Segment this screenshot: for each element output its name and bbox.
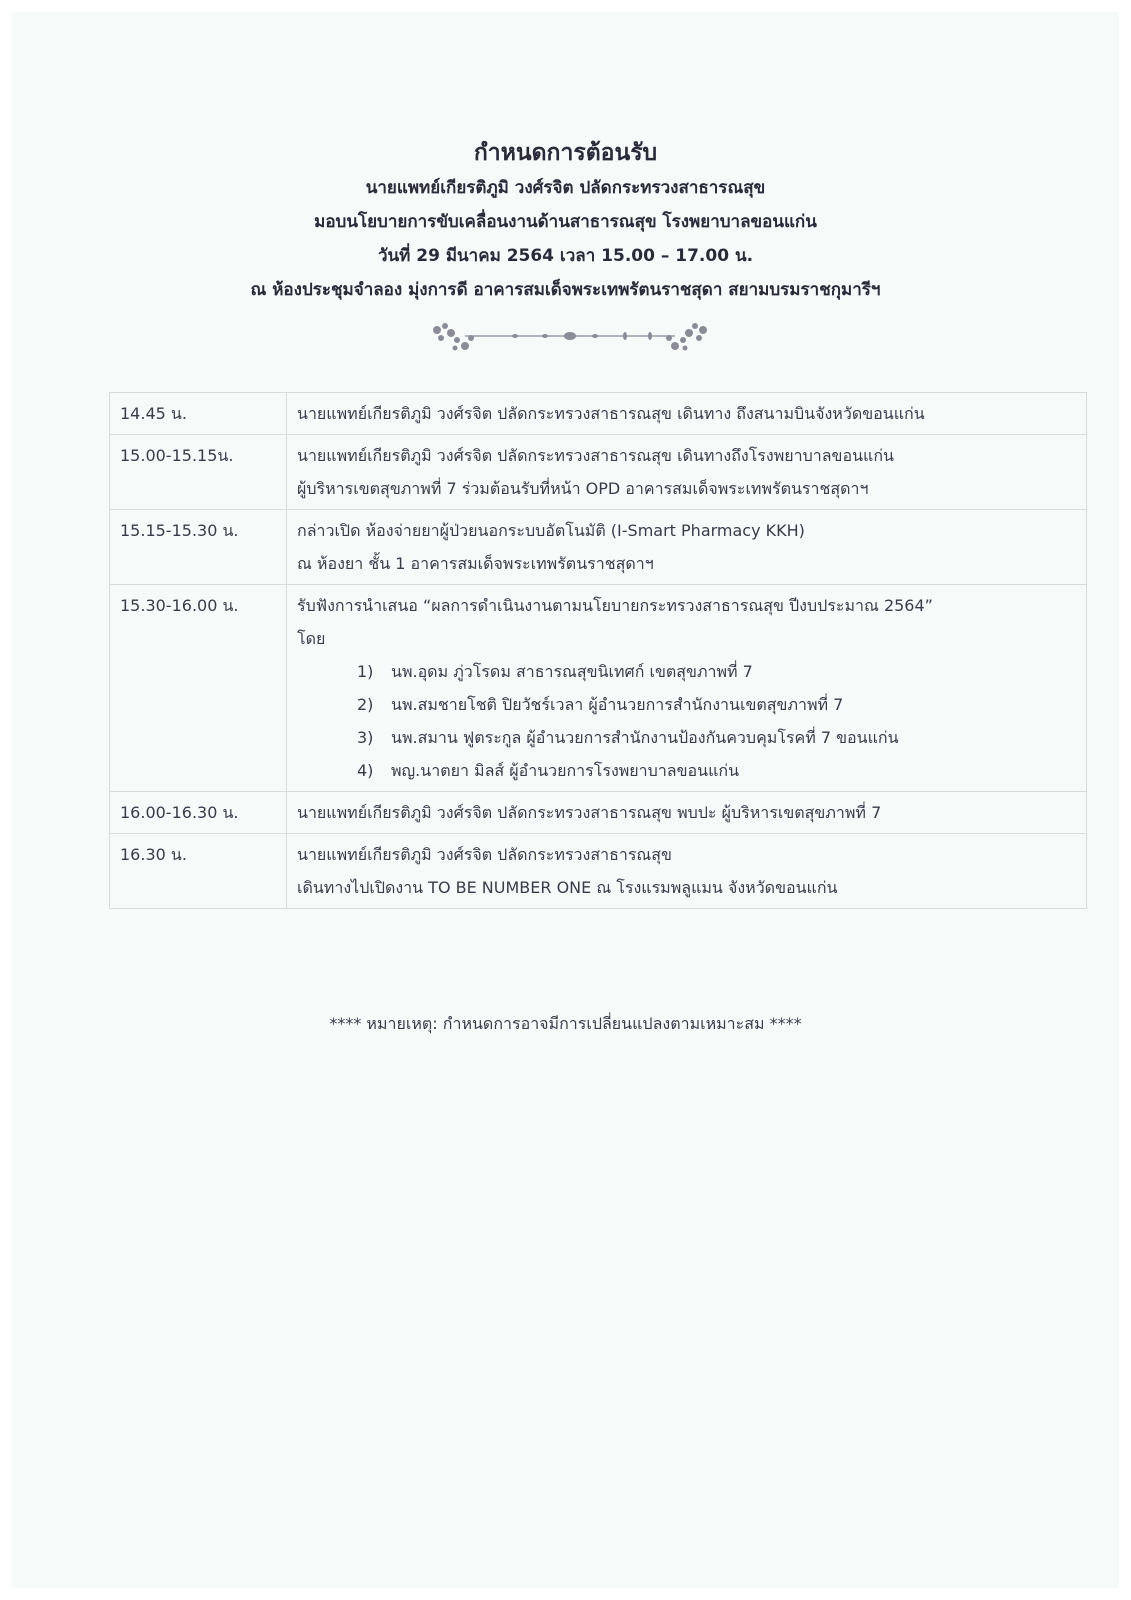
list-item <box>357 688 1078 721</box>
header-purpose-line: มอบนโยบายการขับเคลื่อนงานด้านสาธารณสุข โรงพยาบาลขอนแก่น <box>314 212 817 232</box>
schedule-detail <box>287 792 1087 834</box>
table-row <box>110 393 1087 435</box>
schedule-time: 16.30 น. <box>110 834 287 909</box>
schedule-detail-line: นายแพทย์เกียรติภูมิ วงศ์รจิต ปลัดกระทรวงสาธารณสุข เดินทาง ถึงสนามบินจังหวัดขอนแก่น <box>297 404 925 423</box>
floral-divider-icon <box>425 318 715 358</box>
header-date-line: วันที่ 29 มีนาคม 2564 เวลา 15.00 – 17.00 น. <box>377 246 754 266</box>
schedule-detail-line: ผู้บริหารเขตสุขภาพที่ 7 ร่วมต้อนรับที่หน้า OPD อาคารสมเด็จพระเทพรัตนราชสุดาฯ <box>297 479 869 498</box>
list-item <box>357 655 1078 688</box>
presenter-name: พญ.นาตยา มิลส์ ผู้อำนวยการโรงพยาบาลขอนแก่น <box>391 761 740 780</box>
schedule-detail-line: กล่าวเปิด ห้องจ่ายยาผู้ป่วยนอกระบบอัตโนมัติ (I-Smart Pharmacy KKH) <box>297 521 805 540</box>
schedule-detail-line: ณ ห้องยา ชั้น 1 อาคารสมเด็จพระเทพรัตนราชสุดาฯ <box>297 554 654 573</box>
schedule-detail <box>287 393 1087 435</box>
table-row <box>110 435 1087 510</box>
schedule-detail-line: นายแพทย์เกียรติภูมิ วงศ์รจิต ปลัดกระทรวงสาธารณสุข <box>297 845 672 864</box>
schedule-detail <box>287 834 1087 909</box>
schedule-time: 16.00-16.30 น. <box>110 792 287 834</box>
table-row <box>110 792 1087 834</box>
presenter-name: นพ.อุดม ภู่วโรดม สาธารณสุขนิเทศก์ เขตสุขภาพที่ 7 <box>391 662 753 681</box>
schedule-time: 15.15-15.30 น. <box>110 510 287 585</box>
schedule-detail-line: โดย <box>297 629 326 648</box>
presenter-name: นพ.สมชายโชติ ปิยวัชร์เวลา ผู้อำนวยการสำนักงานเขตสุขภาพที่ 7 <box>391 695 844 714</box>
list-number: 2) <box>357 695 374 714</box>
list-number: 4) <box>357 761 374 780</box>
schedule-detail-line: นายแพทย์เกียรติภูมิ วงศ์รจิต ปลัดกระทรวงสาธารณสุข เดินทางถึงโรงพยาบาลขอนแก่น <box>297 446 894 465</box>
page-title: กำหนดการต้อนรับ <box>473 140 658 166</box>
list-item <box>357 754 1078 787</box>
schedule-detail-line: รับฟังการนำเสนอ “ผลการดำเนินงานตามนโยบายกระทรวงสาธารณสุข ปีงบประมาณ 2564” <box>297 596 933 615</box>
schedule-detail-line: เดินทางไปเปิดงาน TO BE NUMBER ONE ณ โรงแรมพลูแมน จังหวัดขอนแก่น <box>297 878 838 897</box>
schedule-table <box>109 392 1087 909</box>
header-venue-line: ณ ห้องประชุมจำลอง มุ่งการดี อาคารสมเด็จพระเทพรัตนราชสุดา สยามบรมราชกุมารีฯ <box>250 280 881 300</box>
presenter-list <box>297 655 1078 787</box>
schedule-detail-line: นายแพทย์เกียรติภูมิ วงศ์รจิต ปลัดกระทรวงสาธารณสุข พบปะ ผู้บริหารเขตสุขภาพที่ 7 <box>297 803 882 822</box>
presenter-name: นพ.สมาน ฟูตระกูล ผู้อำนวยการสำนักงานป้องกันควบคุมโรคที่ 7 ขอนแก่น <box>391 728 899 747</box>
schedule-detail <box>287 585 1087 792</box>
schedule-time: 15.00-15.15น. <box>110 435 287 510</box>
header-host-line: นายแพทย์เกียรติภูมิ วงศ์รจิต ปลัดกระทรวงสาธารณสุข <box>365 178 766 198</box>
table-row <box>110 834 1087 909</box>
table-row <box>110 510 1087 585</box>
schedule-detail <box>287 435 1087 510</box>
schedule-time: 15.30-16.00 น. <box>110 585 287 792</box>
footnote: **** หมายเหตุ: กำหนดการอาจมีการเปลี่ยนแปลงตามเหมาะสม **** <box>329 1014 802 1033</box>
table-row <box>110 585 1087 792</box>
schedule-detail <box>287 510 1087 585</box>
list-number: 1) <box>357 662 374 681</box>
schedule-time: 14.45 น. <box>110 393 287 435</box>
document-header <box>0 135 1131 307</box>
list-number: 3) <box>357 728 374 747</box>
list-item <box>357 721 1078 754</box>
